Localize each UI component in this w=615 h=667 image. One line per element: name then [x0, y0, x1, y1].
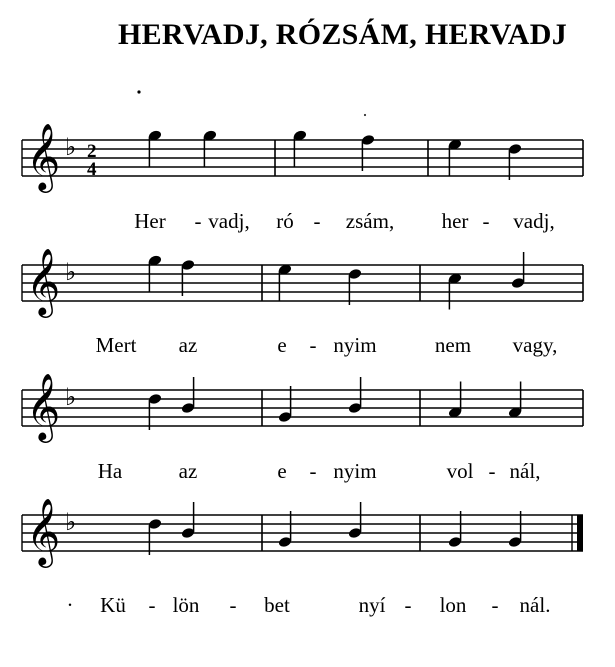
lyric-syllable: az [178, 333, 198, 357]
lyric-syllable: vadj, [513, 209, 555, 233]
lyric-syllable: - [313, 209, 321, 233]
lyric-syllable: - [491, 593, 499, 617]
lyric-syllable: e [277, 459, 287, 483]
lyric-syllable: e [277, 333, 287, 357]
lyric-syllable: · [66, 593, 74, 617]
scan-speck [364, 114, 366, 116]
lyric-syllable: nyim [333, 333, 377, 357]
scan-speck [137, 90, 140, 93]
lyric-syllable: - [229, 593, 237, 617]
lyric-syllable: nem [434, 333, 472, 357]
treble-clef-icon: 𝄞 [26, 497, 61, 565]
lyric-syllable: lön [172, 593, 200, 617]
flat-sign-icon: ♭ [65, 133, 77, 161]
treble-clef-icon: 𝄞 [26, 247, 61, 315]
lyric-syllable: vagy, [512, 333, 558, 357]
flat-sign-icon: ♭ [65, 383, 77, 411]
lyric-syllable: - [488, 459, 496, 483]
lyric-syllable: - [309, 459, 317, 483]
lyric-syllable: - [404, 593, 412, 617]
treble-clef-icon: 𝄞 [26, 122, 61, 190]
lyric-syllable: nál. [519, 593, 551, 617]
lyric-syllable: vadj, [208, 209, 250, 233]
lyric-syllable: Ha [97, 459, 123, 483]
lyric-syllable: - [309, 333, 317, 357]
time-signature-top: 2 [87, 141, 97, 162]
lyric-syllable: - [194, 209, 202, 233]
lyric-syllable: ró [276, 209, 294, 233]
lyric-syllable: nál, [509, 459, 541, 483]
lyric-syllable: her [441, 209, 469, 233]
time-signature-bottom: 4 [87, 159, 97, 180]
lyric-syllable: Mert [95, 333, 137, 357]
lyric-syllable: nyim [333, 459, 377, 483]
flat-sign-icon: ♭ [65, 258, 77, 286]
flat-sign-icon: ♭ [65, 508, 77, 536]
lyric-syllable: nyí [358, 593, 386, 617]
lyric-syllable: - [148, 593, 156, 617]
lyric-syllable: Her [134, 209, 166, 233]
lyric-syllable: - [482, 209, 490, 233]
lyric-syllable: lon [439, 593, 467, 617]
lyric-syllable: zsám, [345, 209, 395, 233]
lyric-syllable: vol [446, 459, 474, 483]
lyric-syllable: az [178, 459, 198, 483]
final-barline-thick [577, 515, 583, 551]
treble-clef-icon: 𝄞 [26, 372, 61, 440]
song-title: HERVADJ, RÓZSÁM, HERVADJ [117, 18, 568, 51]
lyric-syllable: Kü [100, 593, 126, 617]
lyric-syllable: bet [264, 593, 290, 617]
